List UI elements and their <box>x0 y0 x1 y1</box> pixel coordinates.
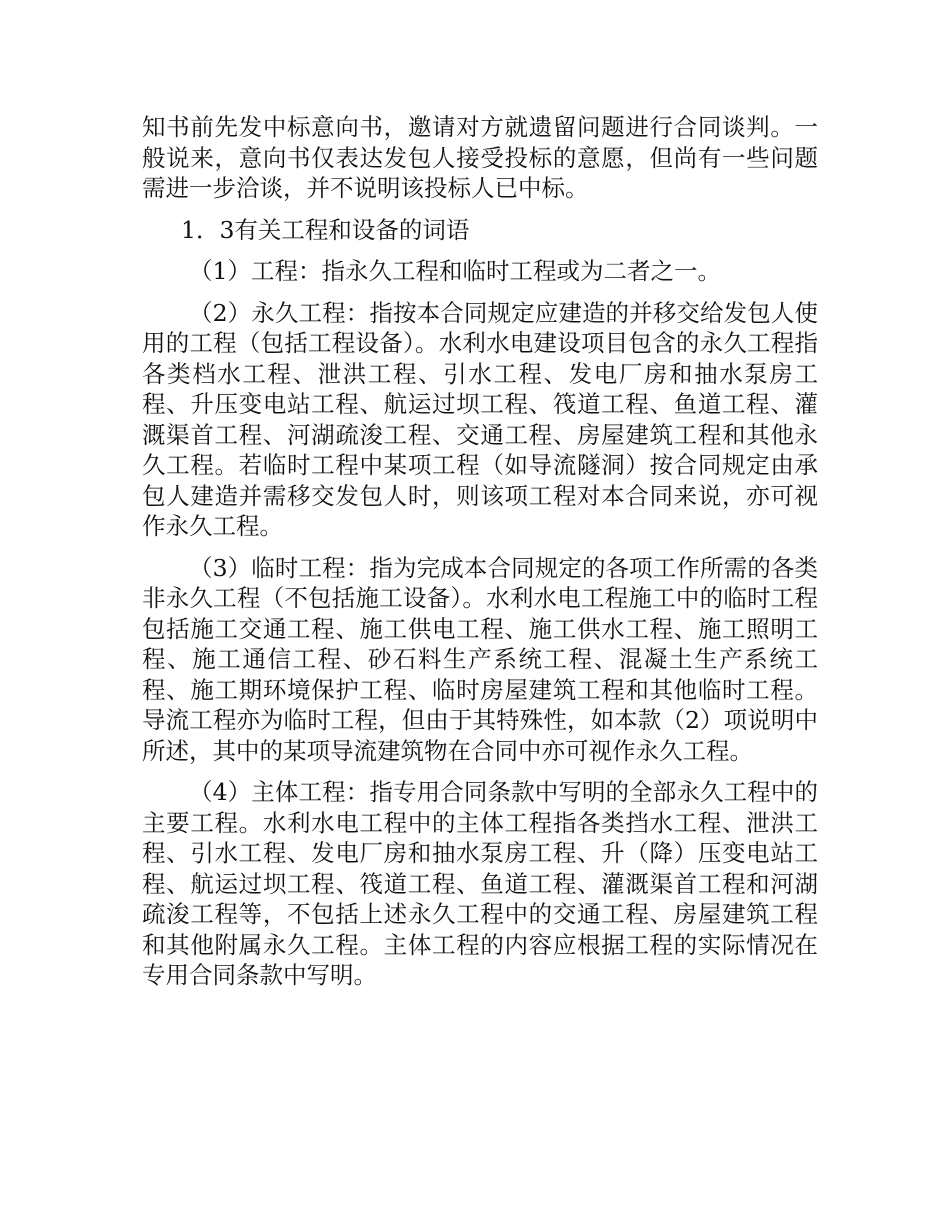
document-body <box>142 112 818 1002</box>
paragraph-item-1: （1）工程：指永久工程和临时工程或为二者之一。 <box>189 257 721 285</box>
paragraph-item-2: （2）永久工程：指按本合同规定应建造的并移交给发包人使用的工程（包括工程设备）。水利水电建设项目包含的永久工程指各类档水工程、泄洪工程、引水工程、发电厂房和抽水泵房工程、升压变电站工程、航运过坝工程、筏道工程、鱼道工程、灌溉渠首工程、河湖疏浚工程、交通工程、房屋建筑工程和其他永久工程。若临时工程中某项工程（如导流隧洞）按合同规定由承包人建造并需移交发包人时，则该项工程对本合同来说，亦可视作永久工程。 <box>142 298 818 540</box>
section-heading: 1．3有关工程和设备的词语 <box>181 215 470 244</box>
paragraph-item-4: （4）主体工程：指专用合同条款中写明的全部永久工程中的主要工程。水利水电工程中的主体工程指各类挡水工程、泄洪工程、引水工程、发电厂房和抽水泵房工程、升（降）压变电站工程、航运过坝工程、筏道工程、鱼道工程、灌溉渠首工程和河湖疏浚工程等，不包括上述永久工程中的交通工程、房屋建筑工程和其他附属永久工程。主体工程的内容应根据工程的实际情况在专用合同条款中写明。 <box>142 778 818 989</box>
paragraph-item-3: （3）临时工程：指为完成本合同规定的各项工作所需的各类非永久工程（不包括施工设备）。水利水电工程施工中的临时工程包括施工交通工程、施工供电工程、施工供水工程、施工照明工程、施工通信工程、砂石料生产系统工程、混凝土生产系统工程、施工期环境保护工程、临时房屋建筑工程和其他临时工程。导流工程亦为临时工程，但由于其特殊性，如本款（2）项说明中所述，其中的某项导流建筑物在合同中亦可视作永久工程。 <box>142 553 818 765</box>
paragraph-intro: 知书前先发中标意向书，邀请对方就遗留问题进行合同谈判。一般说来，意向书仅表达发包人接受投标的意愿，但尚有一些问题需进一步洽谈，并不说明该投标人已中标。 <box>142 113 818 202</box>
